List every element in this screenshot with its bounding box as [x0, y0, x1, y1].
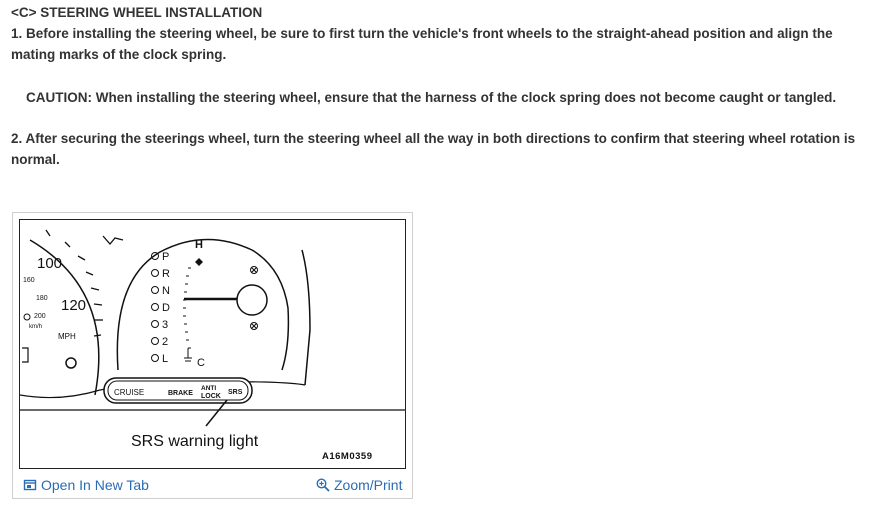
gear-3-label: 3 [162, 319, 169, 331]
gear-l-label: L [162, 353, 169, 365]
gear-2-label: 2 [162, 336, 169, 348]
step-1-text: 1. Before installing the steering wheel, be sure to first turn the vehicle's front wheels to the straight-ahead position and align the mating marks of the clock spring. [11, 26, 833, 62]
srs-light-label: SRS [228, 389, 243, 396]
cruise-light-label: CRUISE [114, 388, 145, 397]
brake-light-label: BRAKE [168, 390, 193, 397]
gear-r-label: R [162, 268, 170, 280]
figure-code: A16M0359 [322, 451, 373, 462]
open-in-new-tab-label: Open In New Tab [41, 477, 149, 493]
speed-180-label: 180 [36, 295, 48, 302]
zoom-print-link[interactable] [316, 477, 402, 493]
speed-160-label: 160 [23, 277, 35, 284]
speed-120-label: 120 [61, 297, 87, 314]
external-window-icon [23, 478, 37, 492]
lock-light-label: LOCK [201, 393, 221, 400]
step-2-text: 2. After securing the steerings wheel, turn the steering wheel all the way in both directions to confirm that steering wheel rotation is normal. [11, 131, 856, 167]
speed-100-label: 100 [37, 255, 63, 272]
temp-cold-label: C [197, 357, 205, 369]
open-in-new-tab-link[interactable] [23, 477, 149, 493]
anti-light-label: ANTI [201, 385, 217, 392]
gear-p-label: P [162, 251, 170, 263]
kmh-label: km/h [29, 324, 43, 330]
instrument-cluster-illustration [19, 219, 406, 469]
speed-200-label: 200 [34, 313, 46, 320]
figure-caption: SRS warning light [131, 433, 259, 450]
zoom-print-label: Zoom/Print [334, 477, 403, 493]
mph-label: MPH [58, 332, 76, 341]
section-heading: <C> STEERING WHEEL INSTALLATION [11, 5, 263, 20]
caution-text: CAUTION: When installing the steering wheel, ensure that the harness of the clock spring does not become caught or tangled. [26, 90, 837, 105]
figure-container [12, 212, 413, 499]
magnifier-plus-icon [316, 478, 330, 492]
temp-hot-label: H [195, 239, 203, 251]
gear-n-label: N [162, 285, 170, 297]
gear-d-label: D [162, 302, 170, 314]
instrument-cluster-drawing [20, 220, 406, 469]
